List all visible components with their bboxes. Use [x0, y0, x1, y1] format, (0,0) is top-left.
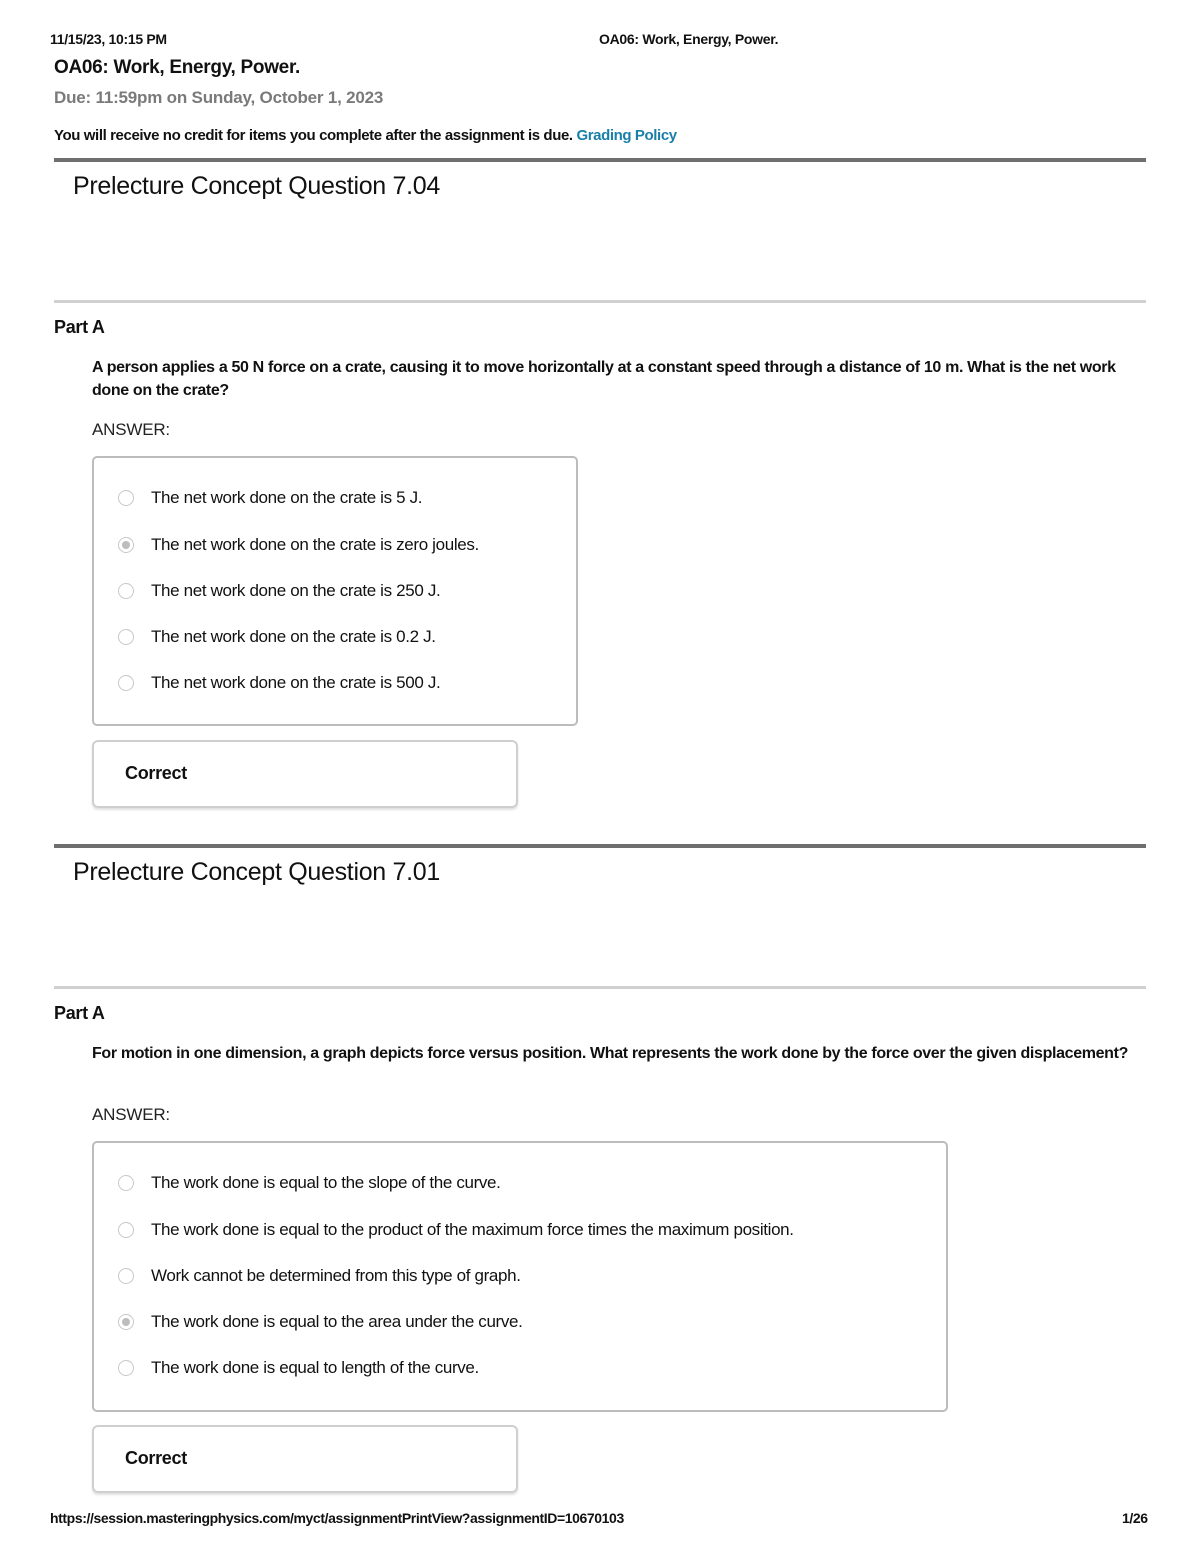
question-prompt: For motion in one dimension, a graph depicts force versus position. What represents the work done by the force over the given displacement?	[92, 1045, 1128, 1062]
answer-label: ANSWER:	[92, 420, 170, 439]
answer-option[interactable]	[118, 1170, 501, 1196]
answer-option-label: Work cannot be determined from this type of graph.	[151, 1266, 521, 1285]
answer-option[interactable]	[118, 670, 440, 696]
page-number: 1/26	[1122, 1510, 1148, 1526]
answer-option-label: The net work done on the crate is 500 J.	[151, 673, 441, 692]
answer-option[interactable]	[118, 485, 422, 511]
answer-option[interactable]	[118, 1263, 521, 1289]
feedback-text: Correct	[125, 763, 187, 783]
answer-option-label: The work done is equal to length of the curve.	[151, 1358, 479, 1377]
radio-button[interactable]	[118, 675, 134, 691]
late-notice-text: You will receive no credit for items you complete after the assignment is due.	[54, 127, 573, 144]
radio-button[interactable]	[118, 1268, 134, 1284]
answer-option-label: The net work done on the crate is 0.2 J.	[151, 627, 436, 646]
page-url: https://session.masteringphysics.com/myct/assignmentPrintView?assignmentID=10670103	[50, 1510, 624, 1526]
grading-policy-link[interactable]: Grading Policy	[576, 127, 677, 144]
answer-option[interactable]	[118, 1217, 794, 1243]
answer-option[interactable]	[118, 532, 479, 558]
answer-option-label: The work done is equal to the slope of the curve.	[151, 1173, 501, 1192]
part-label: Part A	[54, 317, 105, 337]
print-header-title: OA06: Work, Energy, Power.	[599, 31, 779, 47]
late-notice	[54, 127, 677, 144]
answer-option[interactable]	[118, 1309, 523, 1335]
radio-button[interactable]	[118, 583, 134, 599]
feedback-box	[92, 1425, 518, 1493]
section-divider	[54, 158, 1146, 162]
feedback-box	[92, 740, 518, 808]
radio-button-selected[interactable]	[118, 537, 134, 553]
answer-option[interactable]	[118, 578, 440, 604]
radio-button[interactable]	[118, 490, 134, 506]
radio-button[interactable]	[118, 1175, 134, 1191]
answer-option[interactable]	[118, 624, 436, 650]
radio-button[interactable]	[118, 1360, 134, 1376]
question-title: Prelecture Concept Question 7.04	[73, 172, 441, 200]
question-prompt: A person applies a 50 N force on a crate, causing it to move horizontally at a constant speed through a distance of 10 m. What is the net work done on the crate?	[92, 359, 1116, 399]
print-date: 11/15/23, 10:15 PM	[50, 31, 167, 47]
answer-choices	[92, 456, 578, 726]
part-divider	[54, 300, 1146, 303]
answer-option-label: The work done is equal to the area under the curve.	[151, 1312, 523, 1331]
feedback-text: Correct	[125, 1448, 187, 1468]
answer-label: ANSWER:	[92, 1105, 170, 1124]
question-title: Prelecture Concept Question 7.01	[73, 858, 441, 886]
section-divider	[54, 844, 1146, 848]
assignment-title: OA06: Work, Energy, Power.	[54, 57, 300, 78]
due-date: Due: 11:59pm on Sunday, October 1, 2023	[54, 88, 384, 107]
answer-option-label: The work done is equal to the product of the maximum force times the maximum position.	[151, 1220, 794, 1239]
answer-option-label: The net work done on the crate is 250 J.	[151, 581, 441, 600]
radio-button[interactable]	[118, 629, 134, 645]
radio-button[interactable]	[118, 1222, 134, 1238]
answer-option[interactable]	[118, 1355, 479, 1381]
part-label: Part A	[54, 1003, 105, 1023]
radio-button-selected[interactable]	[118, 1314, 134, 1330]
part-divider	[54, 986, 1146, 989]
answer-option-label: The net work done on the crate is 5 J.	[151, 488, 423, 507]
answer-choices	[92, 1141, 948, 1412]
answer-option-label: The net work done on the crate is zero joules.	[151, 535, 479, 554]
